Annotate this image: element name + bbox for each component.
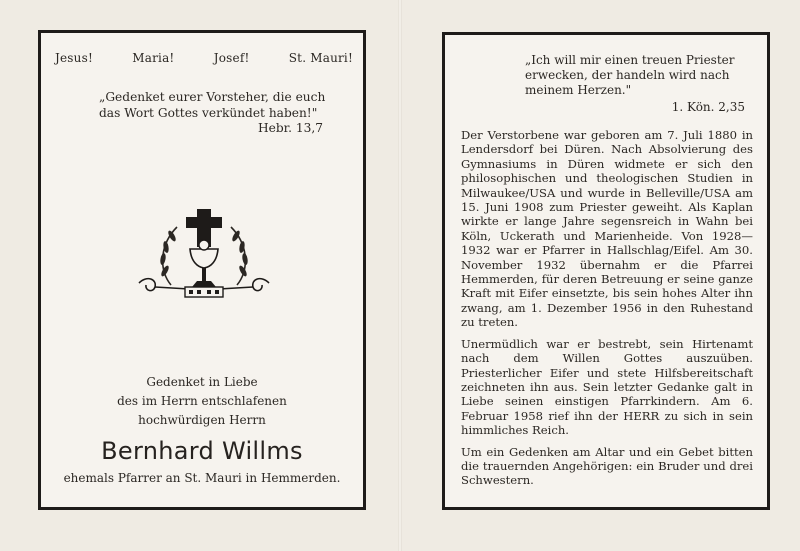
memorial-line: des im Herrn entschlafenen bbox=[117, 394, 287, 408]
quote-reference: Hebr. 13,7 bbox=[257, 121, 323, 135]
cross-chalice-emblem bbox=[129, 205, 279, 305]
biography-paragraph: Der Verstorbene war geboren am 7. Juli 1880 in Lendersdorf bei Düren. Nach Absolvierung des Gymnasiums in Düren widmete er sich den philosophischen und theologischen Studien in Milwaukee/USA und wurde in Belleville/USA am 15. Juni 1908 zum Priester geweiht. Als Kaplan wirkte er lange Jahre segensreich in Wahn bei Köln, Uckerath und Marienheide. Von 1928—1932 war er Pfarrer in Hallschlag/Eifel. Am 30. November 1932 übernahm er die Pfarrei Hemmerden, für deren Betreuung er seine ganze Kraft mit Eifer einsetzte, bis sein hohes Alter ihn zwang, am 1. Dezember 1956 in den Ruhestand zu treten. bbox=[461, 128, 753, 330]
invocation-josef: Josef! bbox=[213, 51, 250, 65]
quote-line: das Wort Gottes verkündet haben!" bbox=[99, 105, 318, 120]
quote-reference: 1. Kön. 2,35 bbox=[671, 100, 745, 114]
left-panel bbox=[38, 30, 366, 510]
invocation-names bbox=[55, 51, 353, 65]
deceased-title: ehemals Pfarrer an St. Mauri in Hemmerden. bbox=[63, 471, 341, 485]
quote-line: „Ich will mir einen treuen Priester bbox=[525, 53, 735, 67]
scripture-quote-left bbox=[99, 90, 349, 137]
biography-text bbox=[461, 128, 753, 495]
biography-paragraph: Um ein Gedenken am Altar und ein Gebet bitten die trauernden Angehörigen: ein Bruder und drei Schwestern. bbox=[461, 444, 753, 488]
invocation-jesus: Jesus! bbox=[55, 51, 93, 65]
quote-line: „Gedenket eurer Vorsteher, die euch bbox=[99, 90, 326, 104]
biography-paragraph: Unermüdlich war er bestrebt, sein Hirtenamt nach dem Willen Gottes auszuüben. Priesterlicher Eifer und stete Hilfsbereitschaft zeichneten ihn aus. Sein letzter Gedanke galt in Liebe seinen einstigen Pfarrkindern. Am 6. Februar 1958 rief ihn der HERR zu sich in sein himmliches Reich. bbox=[461, 336, 753, 438]
card-fold bbox=[398, 0, 402, 551]
invocation-st-mauri: St. Mauri! bbox=[288, 51, 353, 65]
memorial-dedication bbox=[41, 373, 363, 430]
invocation-maria: Maria! bbox=[132, 51, 175, 65]
memorial-line: Gedenket in Liebe bbox=[146, 375, 258, 389]
quote-line: erwecken, der handeln wird nach bbox=[525, 68, 730, 82]
right-panel bbox=[442, 32, 770, 510]
quote-line: meinem Herzen." bbox=[525, 83, 632, 97]
deceased-name: Bernhard Willms bbox=[101, 437, 303, 465]
memorial-line: hochwürdigen Herrn bbox=[138, 413, 266, 427]
scripture-quote-right bbox=[525, 53, 755, 115]
